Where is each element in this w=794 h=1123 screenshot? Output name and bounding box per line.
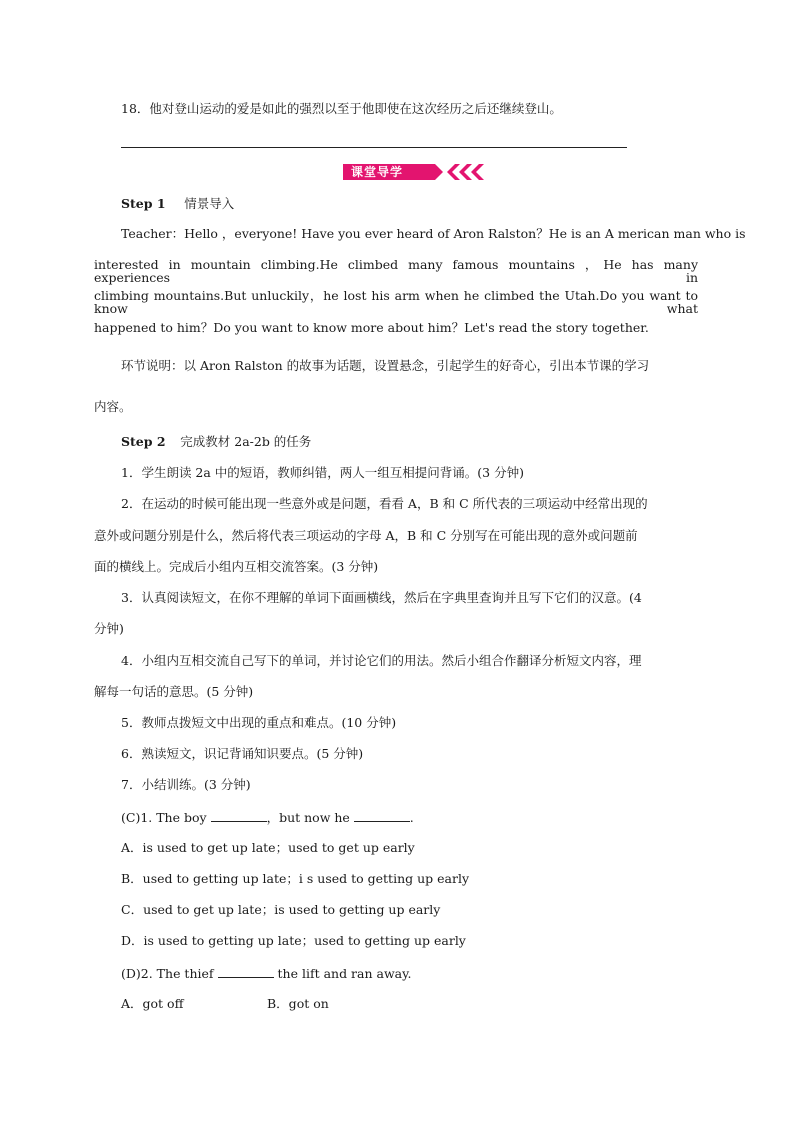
step2-item-2-line-3: 面的横线上。完成后小组内互相交流答案。(3 分钟) [94, 559, 379, 574]
step1-number: Step 1 [121, 196, 166, 211]
question-2-option-a: A．got off [121, 996, 184, 1011]
step2-item-3-line-2: 分钟) [94, 621, 124, 636]
step2-item-3-line-1: 3．认真阅读短文，在你不理解的单词下面画横线，然后在字典里查询并且写下它们的汉意。(4 [121, 590, 642, 605]
step1-note-2: 内容。 [94, 399, 132, 414]
question-1-blank-1 [211, 811, 267, 822]
step2-item-1: 1．学生朗读 2a 中的短语，教师纠错，两人一组互相提问背诵。(3 分钟) [121, 465, 524, 480]
banner-label: 课堂导学 [351, 165, 404, 179]
step1-line-3: climbing mountains.But unluckily，he lost his arm when he climbed the Utah.Do you want to know what [94, 288, 698, 316]
question-1-option-b: B．used to getting up late；i s used to getting up early [121, 871, 470, 886]
step1-note-1: 环节说明：以 Aron Ralston 的故事为话题，设置悬念，引起学生的好奇心，引出本节课的学习 [121, 358, 650, 373]
step1-line-4: happened to him？Do you want to know more about him？Let's read the story together. [94, 320, 649, 335]
step2-number: Step 2 [121, 434, 166, 449]
question-2-stem-a: (D)2. The thief [121, 966, 214, 981]
step2-heading [121, 436, 311, 449]
step1-line-1: Teacher：Hello ，everyone! Have you ever heard of Aron Ralston？He is an A merican man who is [121, 226, 746, 241]
question-1-option-a: A．is used to get up late；used to get up early [121, 840, 415, 855]
section-banner [343, 162, 485, 182]
step2-item-7: 7．小结训练。(3 分钟) [121, 777, 251, 792]
question-1-option-c: C．used to get up late；is used to getting up early [121, 902, 441, 917]
question-2-stem-b: the lift and ran away. [277, 966, 412, 981]
step2-item-2-line-1: 2．在运动的时候可能出现一些意外或是问题，看看 A，B 和 C 所代表的三项运动中经常出现的 [121, 496, 648, 511]
step1-line-2: interested in mountain climbing.He climbed many famous mountains ，He has many experiences in [94, 257, 698, 285]
step2-item-4-line-2: 解每一句话的意思。(5 分钟) [94, 684, 254, 699]
question-1-stem-c: . [409, 810, 414, 825]
question-1-stem [121, 811, 414, 825]
question-1-stem-b: ，but now he [266, 810, 350, 825]
step2-title: 完成教材 2a-2b 的任务 [180, 434, 312, 449]
question-18: 18．他对登山运动的爱是如此的强烈以至于他即使在这次经历之后还继续登山。 [121, 101, 562, 116]
step1-heading [121, 198, 234, 211]
question-1-blank-2 [354, 811, 410, 822]
step2-item-6: 6．熟读短文，识记背诵知识要点。(5 分钟) [121, 746, 364, 761]
step2-item-5: 5．教师点拨短文中出现的重点和难点。(10 分钟) [121, 715, 397, 730]
step2-item-2-line-2: 意外或问题分别是什么，然后将代表三项运动的字母 A，B 和 C 分别写在可能出现的意外或问题前 [94, 528, 638, 543]
step1-title: 情景导入 [184, 196, 235, 211]
question-2-stem [121, 967, 411, 981]
question-2-blank [218, 967, 274, 978]
question-1-stem-a: (C)1. The boy [121, 810, 207, 825]
question-2-option-b: B．got on [267, 996, 329, 1011]
answer-line [121, 147, 627, 148]
step2-item-4-line-1: 4．小组内互相交流自己写下的单词，并讨论它们的用法。然后小组合作翻译分析短文内容，理 [121, 653, 642, 668]
question-1-option-d: D．is used to getting up late；used to getting up early [121, 933, 466, 948]
